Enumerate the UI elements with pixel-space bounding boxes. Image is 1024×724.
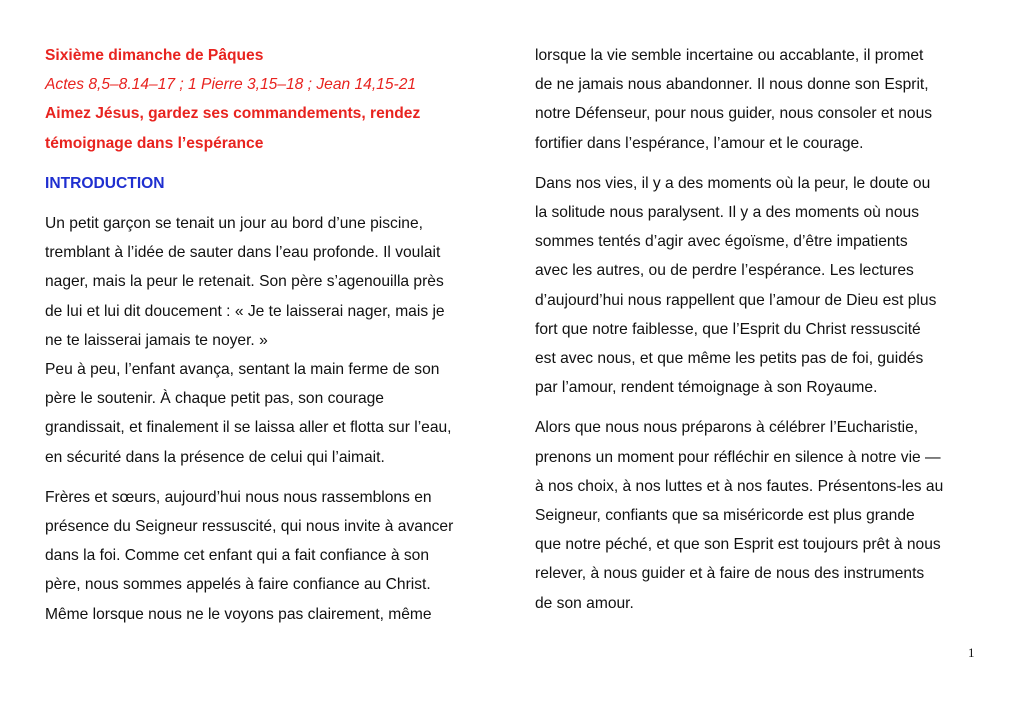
text-line: lorsque la vie semble incertaine ou accablante, il promet xyxy=(535,47,924,64)
readings-reference: Actes 8,5–8.14–17 ; 1 Pierre 3,15–18 ; Jean 14,15-21 xyxy=(45,76,417,94)
text-line: de ne jamais nous abandonner. Il nous donne son Esprit, xyxy=(535,76,929,94)
text-line: Un petit garçon se tenait un jour au bord d’une piscine, xyxy=(45,215,423,233)
text-line: grandissait, et finalement il se laissa aller et flotta sur l’eau, xyxy=(45,419,452,437)
text-line: Même lorsque nous ne le voyons pas clairement, même xyxy=(45,605,432,623)
text-line: la solitude nous paralysent. Il y a des moments où nous xyxy=(535,204,919,222)
text-line: que notre péché, et que son Esprit est toujours prêt à nous xyxy=(535,536,941,554)
text-line: avec les autres, ou de perdre l’espérance. Les lectures xyxy=(535,262,914,280)
text-line: relever, à nous guider et à faire de nous des instruments xyxy=(535,565,925,583)
paragraph xyxy=(535,169,985,403)
paragraph xyxy=(45,209,495,472)
text-line: en sécurité dans la présence de celui qui l’aimait. xyxy=(45,448,385,466)
title-heading: Sixième dimanche de Pâques xyxy=(45,47,264,64)
text-line: ne te laisserai jamais te noyer. » xyxy=(45,331,268,349)
paragraph xyxy=(535,413,985,617)
text-line: notre Défenseur, pour nous guider, nous consoler et nous xyxy=(535,105,933,123)
theme-line: témoignage dans l’espérance xyxy=(45,134,264,152)
text-line: d’aujourd’hui nous rappellent que l’amour de Dieu est plus xyxy=(535,291,937,309)
text-line: est avec nous, et que même les petits pas de foi, guidés xyxy=(535,350,924,368)
text-line: dans la foi. Comme cet enfant qui a fait confiance à son xyxy=(45,547,430,565)
text-line: père, nous sommes appelés à faire confiance au Christ. xyxy=(45,576,431,594)
text-line: fortifier dans l’espérance, l’amour et le courage. xyxy=(535,134,864,152)
text-line: tremblant à l’idée de sauter dans l’eau profonde. Il voulait xyxy=(45,244,441,262)
left-column xyxy=(45,41,495,629)
text-line: Alors que nous nous préparons à célébrer l’Eucharistie, xyxy=(535,419,919,437)
text-line: de son amour. xyxy=(535,594,634,612)
text-line: présence du Seigneur ressuscité, qui nous invite à avancer xyxy=(45,518,454,536)
text-line: fort que notre faiblesse, que l’Esprit du Christ ressuscité xyxy=(535,320,921,338)
text-line: sommes tentés d’agir avec égoïsme, d’être impatients xyxy=(535,233,908,251)
right-column xyxy=(535,41,985,618)
section-heading: INTRODUCTION xyxy=(45,174,165,192)
title-block xyxy=(45,41,495,158)
text-line: prenons un moment pour réfléchir en silence à notre vie — xyxy=(535,448,941,466)
paragraph xyxy=(535,41,985,158)
text-line: Peu à peu, l’enfant avança, sentant la main ferme de son xyxy=(45,361,440,379)
paragraph xyxy=(45,483,495,629)
text-line: Seigneur, confiants que sa miséricorde est plus grande xyxy=(535,507,915,525)
text-line: de lui et lui dit doucement : « Je te laisserai nager, mais je xyxy=(45,302,445,320)
text-line: par l’amour, rendent témoignage à son Royaume. xyxy=(535,379,878,397)
page-number: 1 xyxy=(968,645,975,660)
text-line: nager, mais la peur le retenait. Son père s’agenouilla près xyxy=(45,273,444,291)
text-line: à nos choix, à nos luttes et à nos fautes. Présentons-les au xyxy=(535,477,944,495)
text-line: Frères et sœurs, aujourd’hui nous nous rassemblons en xyxy=(45,488,432,506)
section-heading-block xyxy=(45,169,495,198)
text-line: Dans nos vies, il y a des moments où la peur, le doute ou xyxy=(535,174,931,192)
theme-line: Aimez Jésus, gardez ses commandements, rendez xyxy=(45,105,421,123)
text-line: père le soutenir. À chaque petit pas, son courage xyxy=(45,390,384,408)
